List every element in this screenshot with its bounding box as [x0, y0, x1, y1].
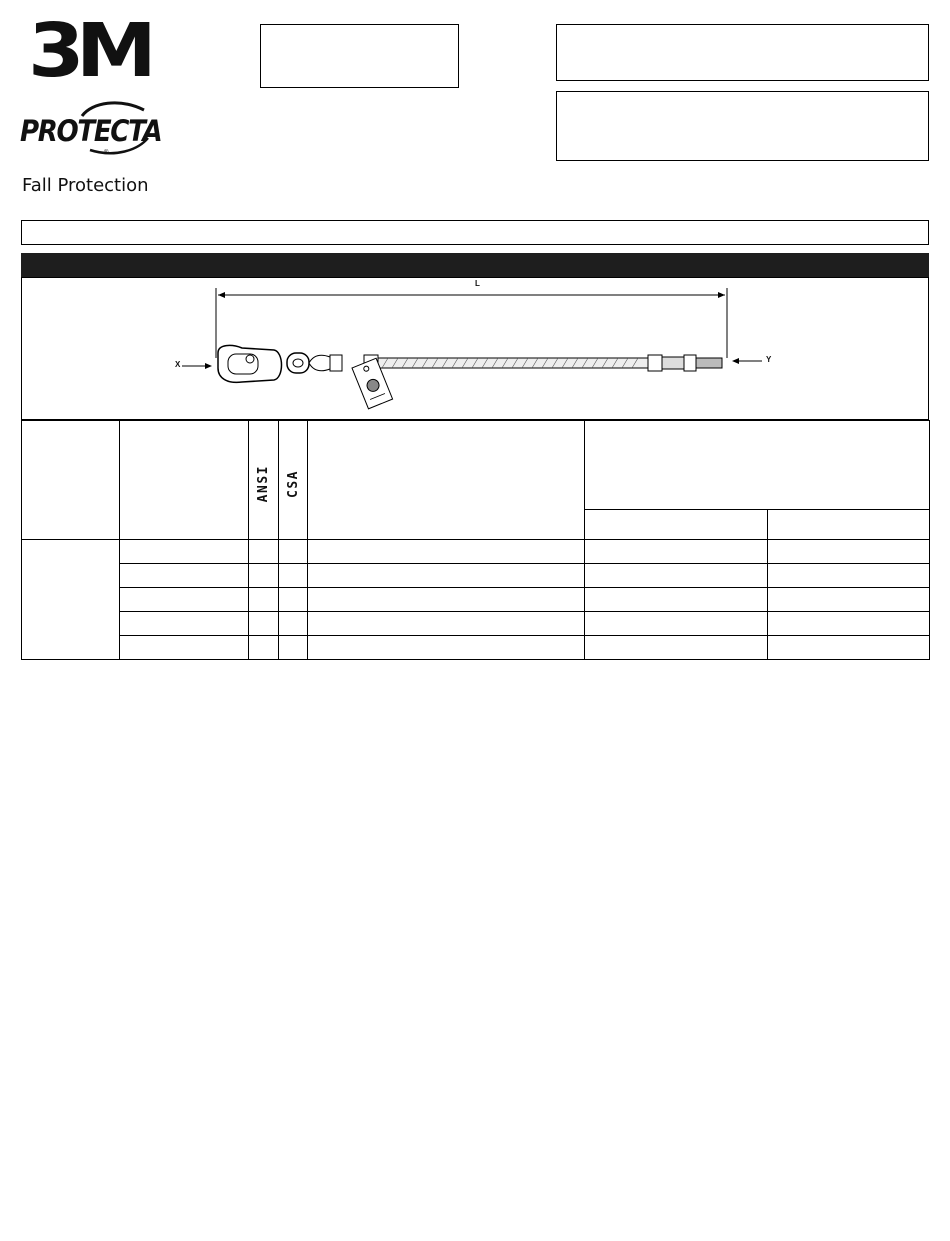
- table-header-row: [22, 421, 930, 510]
- table-cell: [279, 588, 308, 612]
- protecta-wordmark: PROTECTA: [20, 114, 162, 148]
- table-cell: [308, 612, 585, 636]
- table-cell: [585, 540, 768, 564]
- header-cell: [120, 421, 249, 540]
- table-cell: [279, 612, 308, 636]
- table-row: [22, 636, 930, 660]
- table-cell: [279, 540, 308, 564]
- registered-mark: ®: [104, 150, 109, 156]
- table-cell: [308, 588, 585, 612]
- header-cell: [768, 510, 930, 540]
- title-strip: [21, 220, 929, 245]
- table-row: [22, 588, 930, 612]
- table-row: [22, 564, 930, 588]
- header-csa: [279, 421, 308, 540]
- table-cell: [249, 612, 279, 636]
- table-cell: [120, 540, 249, 564]
- table-row: [22, 612, 930, 636]
- table-cell: [768, 612, 930, 636]
- table-cell: [768, 540, 930, 564]
- table-cell: [249, 588, 279, 612]
- length-label: L: [475, 279, 480, 288]
- lanyard-illustration: [22, 278, 928, 419]
- table-cell: [120, 588, 249, 612]
- header-box-right-top: [556, 24, 929, 81]
- section-header-bar: [21, 253, 929, 278]
- protecta-logo: [20, 100, 162, 162]
- table-cell: [308, 636, 585, 660]
- table-cell: [308, 540, 585, 564]
- table-cell: [768, 588, 930, 612]
- table-cell: [585, 612, 768, 636]
- header-cell: [585, 421, 930, 510]
- subtitle-fall-protection: Fall Protection: [22, 175, 149, 196]
- ansi-label: ANSI: [256, 465, 271, 503]
- header-box-center: [260, 24, 459, 88]
- table-cell: [308, 564, 585, 588]
- table-row: [22, 540, 930, 564]
- spec-table: [21, 420, 930, 660]
- table-cell: [585, 564, 768, 588]
- header-cell: [22, 421, 120, 540]
- table-cell: [249, 636, 279, 660]
- table-cell: [120, 636, 249, 660]
- table-cell: [279, 636, 308, 660]
- table-cell: [585, 636, 768, 660]
- product-diagram: [21, 277, 929, 420]
- table-cell: [279, 564, 308, 588]
- end-y-label: Y: [766, 355, 772, 364]
- header-cell: [308, 421, 585, 540]
- end-x-label: X: [175, 360, 181, 369]
- table-cell: [585, 588, 768, 612]
- header-ansi: [249, 421, 279, 540]
- table-cell: [22, 540, 120, 660]
- table-cell: [249, 540, 279, 564]
- 3m-logo: 3M: [28, 8, 149, 94]
- header-box-right-bottom: [556, 91, 929, 161]
- csa-label: CSA: [285, 470, 301, 498]
- table-cell: [120, 564, 249, 588]
- table-cell: [768, 564, 930, 588]
- table-cell: [249, 564, 279, 588]
- table-cell: [120, 612, 249, 636]
- header-cell: [585, 510, 768, 540]
- table-cell: [768, 636, 930, 660]
